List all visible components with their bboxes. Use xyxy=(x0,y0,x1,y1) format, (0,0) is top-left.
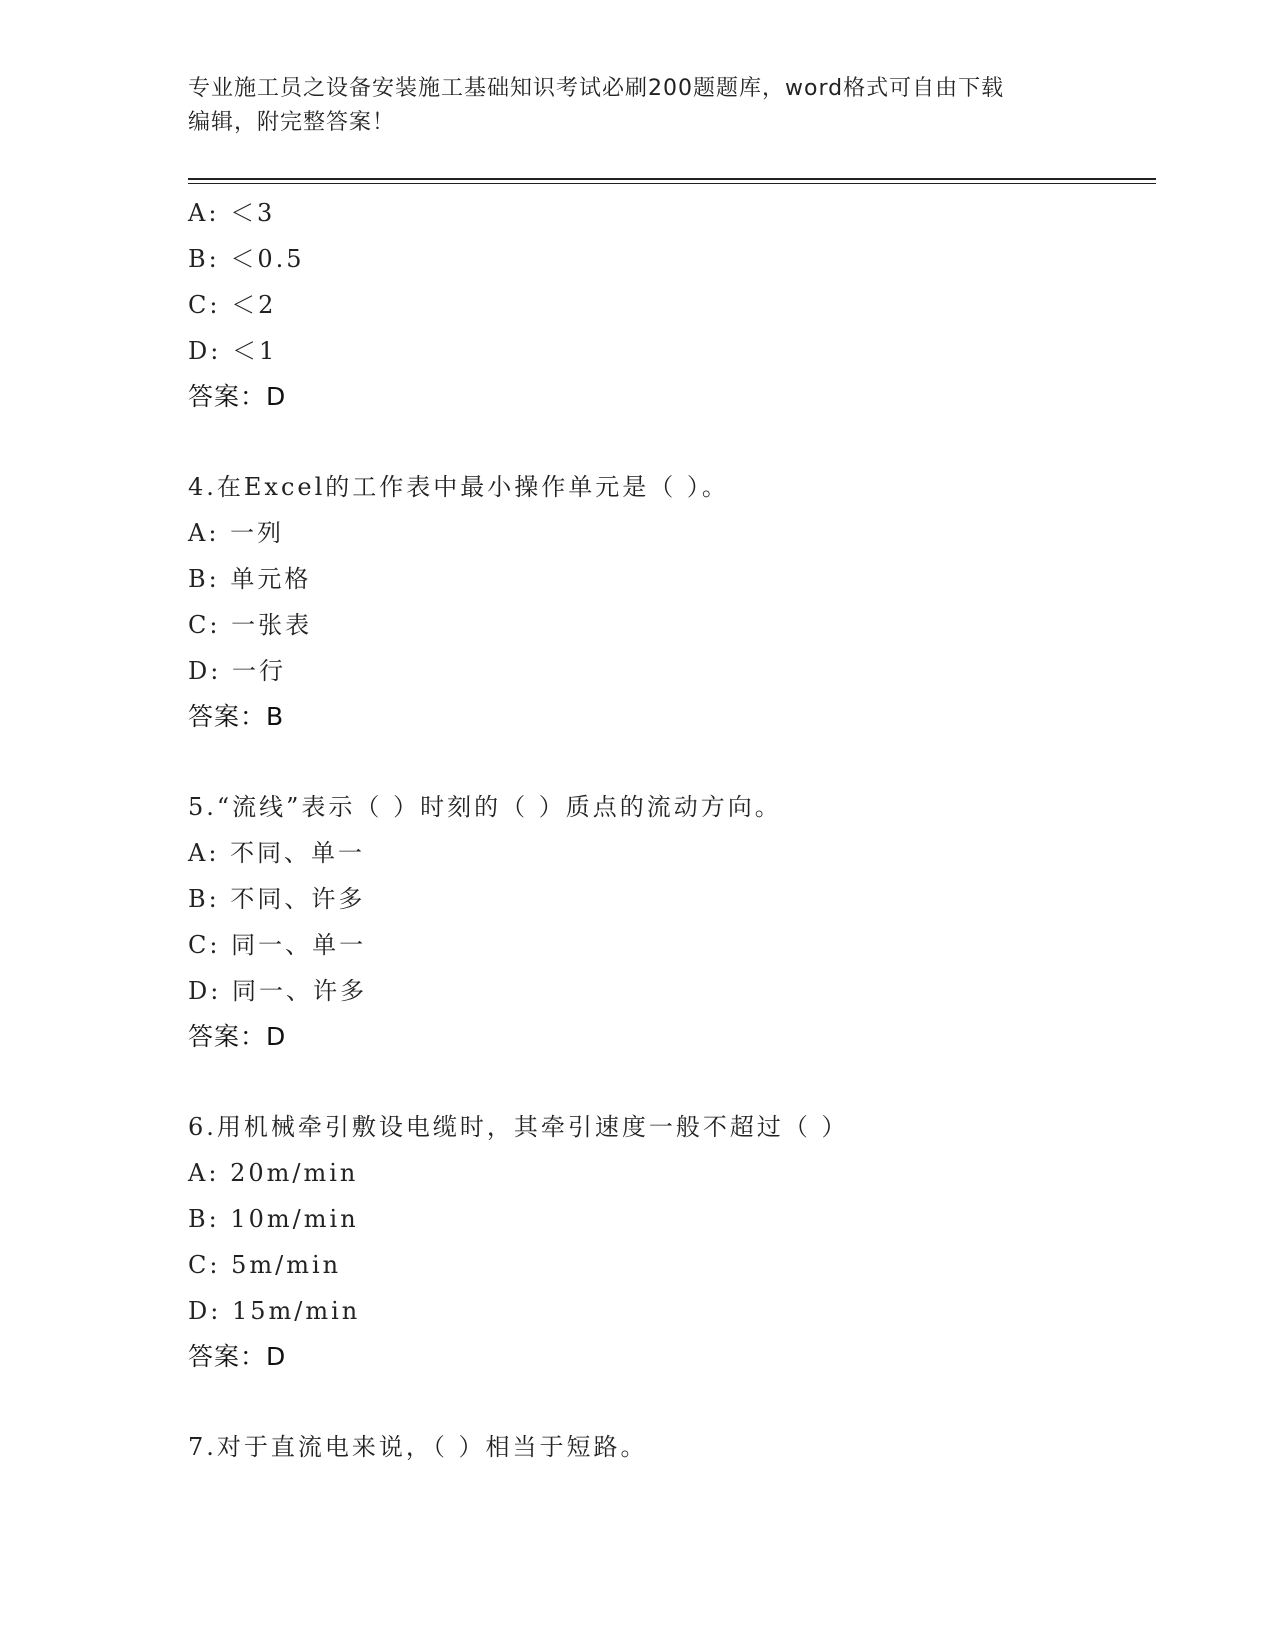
question-stem: 6.用机械牵引敷设电缆时，其牵引速度一般不超过（ ） xyxy=(188,1113,849,1141)
option-c xyxy=(188,282,1156,328)
option-label: A: xyxy=(188,839,220,867)
option-text: 不同、单一 xyxy=(230,839,366,867)
question-stem: 7.对于直流电来说，（ ）相当于短路。 xyxy=(188,1433,648,1461)
option-text: 同一、单一 xyxy=(231,931,367,959)
option-label: C: xyxy=(188,611,221,639)
option-text: 不同、许多 xyxy=(230,885,366,913)
option-d xyxy=(188,328,1156,374)
option-text: 一张表 xyxy=(231,611,313,639)
spacer xyxy=(188,1380,1156,1424)
question-3-continued xyxy=(188,190,1156,420)
option-label: D: xyxy=(188,337,222,365)
header-divider-thick xyxy=(188,178,1156,180)
option-c xyxy=(188,1242,1156,1288)
spacer xyxy=(188,420,1156,464)
option-d xyxy=(188,1288,1156,1334)
option-label: C: xyxy=(188,1251,221,1279)
question-stem: 4.在Excel的工作表中最小操作单元是（ ）。 xyxy=(188,473,729,501)
option-text: ＜1 xyxy=(231,337,278,365)
option-text: 10m/min xyxy=(230,1205,359,1233)
option-text: ＜3 xyxy=(230,199,276,227)
header-line-1: 专业施工员之设备安装施工基础知识考试必刷200题题库，word格式可自由下载 xyxy=(188,76,1005,101)
option-text: 15m/min xyxy=(231,1297,361,1325)
option-text: ＜2 xyxy=(231,291,277,319)
option-d xyxy=(188,648,1156,694)
option-text: 一行 xyxy=(231,657,286,685)
question-6 xyxy=(188,1104,1156,1380)
answer-line: 答案：D xyxy=(188,382,287,411)
option-text: 一列 xyxy=(230,519,285,547)
answer-line: 答案：B xyxy=(188,702,285,731)
option-label: B: xyxy=(188,565,220,593)
option-label: D: xyxy=(188,977,222,1005)
document-header xyxy=(188,72,1088,140)
option-text: 同一、许多 xyxy=(231,977,367,1005)
option-label: A: xyxy=(188,519,220,547)
spacer xyxy=(188,740,1156,784)
option-d xyxy=(188,968,1156,1014)
answer-line: 答案：D xyxy=(188,1342,287,1371)
option-b xyxy=(188,1196,1156,1242)
option-text: 单元格 xyxy=(230,565,312,593)
option-b xyxy=(188,876,1156,922)
option-text: 20m/min xyxy=(230,1159,359,1187)
answer-line: 答案：D xyxy=(188,1022,287,1051)
question-4 xyxy=(188,464,1156,740)
option-a xyxy=(188,190,1156,236)
option-label: D: xyxy=(188,1297,222,1325)
option-label: B: xyxy=(188,245,220,273)
option-text: ＜0.5 xyxy=(230,245,305,273)
option-a xyxy=(188,510,1156,556)
option-text: 5m/min xyxy=(231,1251,342,1279)
option-b xyxy=(188,236,1156,282)
question-list xyxy=(188,190,1156,1470)
option-label: A: xyxy=(188,1159,220,1187)
option-label: C: xyxy=(188,931,221,959)
option-c xyxy=(188,602,1156,648)
option-label: A: xyxy=(188,199,220,227)
question-5 xyxy=(188,784,1156,1060)
question-7 xyxy=(188,1424,1156,1470)
option-a xyxy=(188,1150,1156,1196)
option-label: B: xyxy=(188,885,220,913)
option-label: D: xyxy=(188,657,222,685)
option-b xyxy=(188,556,1156,602)
header-divider-thin xyxy=(188,183,1156,184)
option-c xyxy=(188,922,1156,968)
option-label: C: xyxy=(188,291,221,319)
option-a xyxy=(188,830,1156,876)
header-line-2: 编辑，附完整答案！ xyxy=(188,110,396,135)
option-label: B: xyxy=(188,1205,220,1233)
spacer xyxy=(188,1060,1156,1104)
question-stem: 5.“流线”表示（ ）时刻的（ ）质点的流动方向。 xyxy=(188,793,782,821)
